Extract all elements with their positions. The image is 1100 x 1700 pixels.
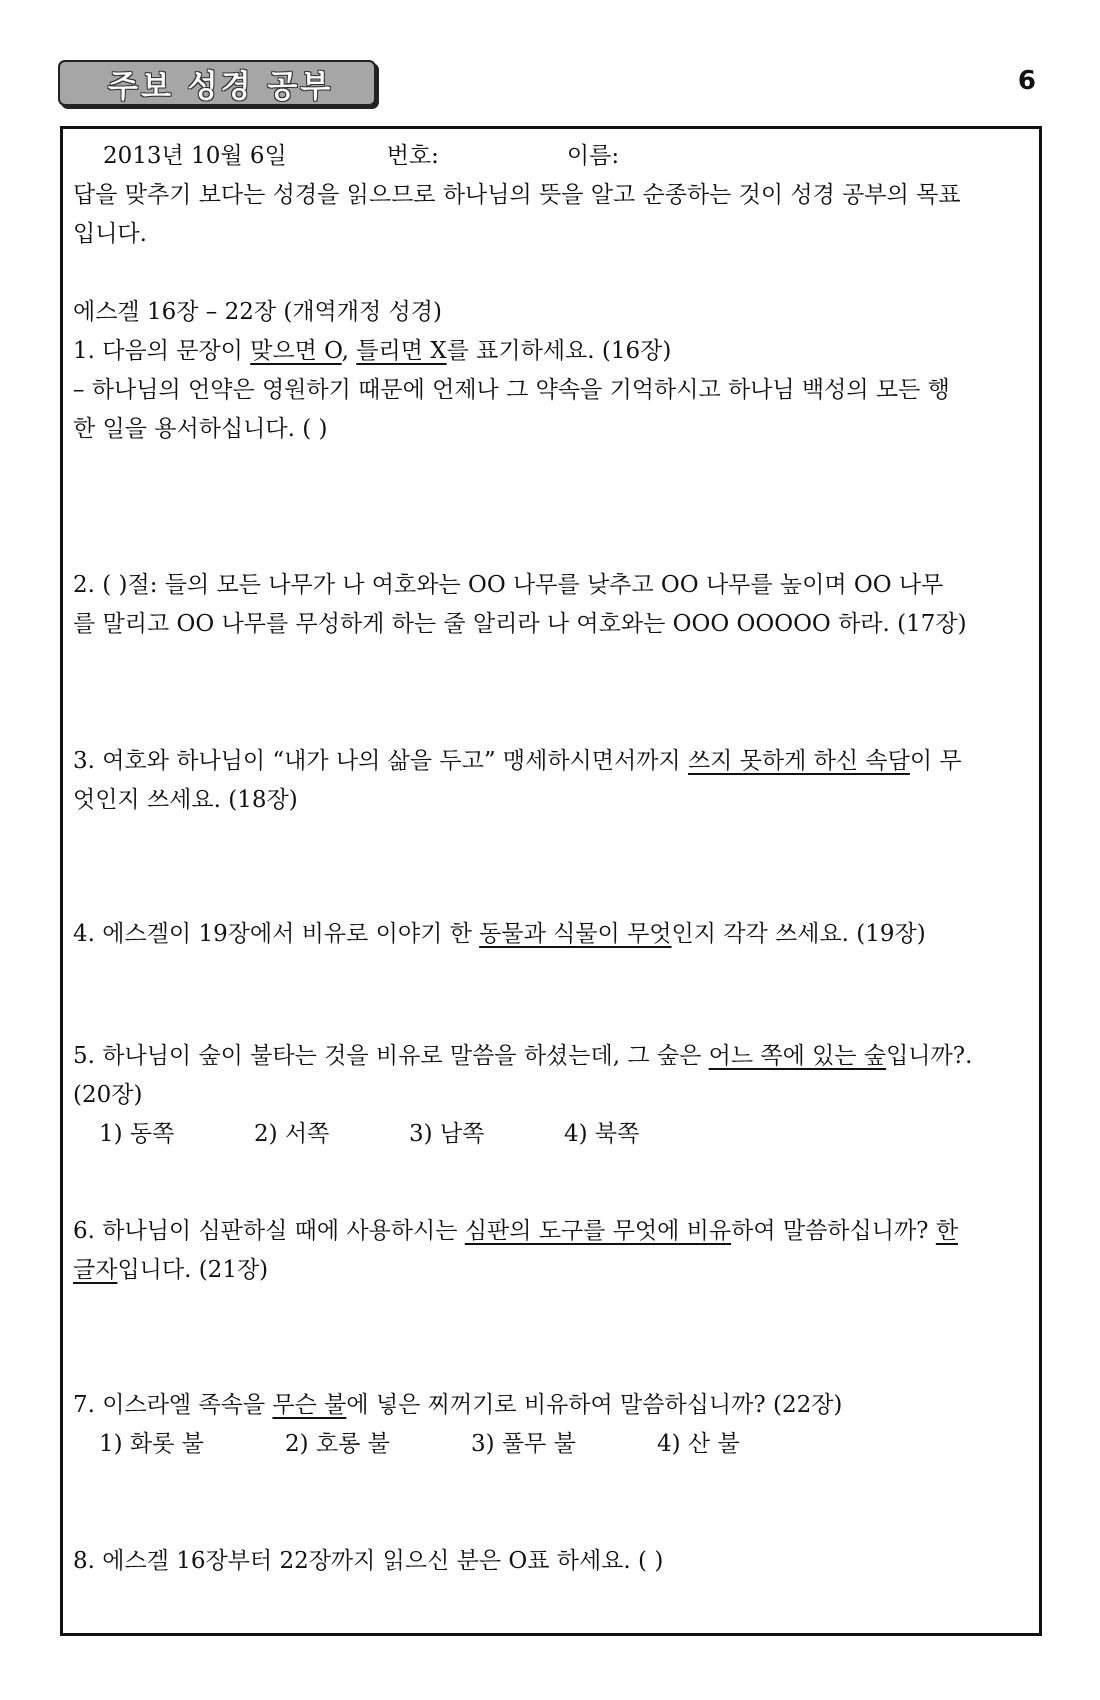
intro-text: 답을 맞추기 보다는 성경을 읽으므로 하나님의 뜻을 알고 순종하는 것이 성경 공부의 목표입니다. xyxy=(73,182,961,247)
page-title: 주보 성경 공부 xyxy=(108,68,334,105)
question-4: 4. 에스겔이 19장에서 비유로 이야기 한 동물과 식물이 무엇인지 각각 쓰세요. (19장) xyxy=(73,921,926,947)
info-line xyxy=(73,137,1029,176)
question-7-choices xyxy=(73,1425,1029,1464)
worksheet-box xyxy=(60,126,1042,1636)
underlined-phrase: 심판의 도구를 무엇에 비유 xyxy=(464,1218,732,1244)
question-6: 6. 하나님이 심판하실 때에 사용하시는 심판의 도구를 무엇에 비유하여 말씀하십니까? 한 글자입니다. (21장) xyxy=(73,1218,959,1283)
number-label: 번호: xyxy=(386,143,439,169)
page-number: 6 xyxy=(1017,66,1036,96)
underlined-phrase: 어느 쪽에 있는 숲 xyxy=(708,1043,887,1069)
question-7: 7. 이스라엘 족속을 무슨 불에 넣은 찌꺼기로 비유하여 말씀하십니까? (22장) xyxy=(73,1392,843,1418)
question-2-line-1: 2. ( )절: 들의 모든 나무가 나 여호와는 OO 나무를 낮추고 OO 나무를 높이며 OO 나무 xyxy=(73,572,944,598)
question-1-statement: – 하나님의 언약은 영원하기 때문에 언제나 그 약속을 기억하시고 하나님 백성의 모든 행한 일을 용서하십니다. ( ) xyxy=(73,377,950,442)
question-8: 8. 에스겔 16장부터 22장까지 읽으신 분은 O표 하세요. ( ) xyxy=(73,1548,664,1574)
question-5: 5. 하나님이 숲이 불타는 것을 비유로 말씀을 하셨는데, 그 숲은 어느 쪽에 있는 숲입니까?. (20장) xyxy=(73,1043,973,1108)
choice: 4) 북쪽 xyxy=(564,1121,640,1147)
underlined-phrase: 무슨 불 xyxy=(272,1392,347,1418)
choice: 4) 산 불 xyxy=(657,1431,740,1457)
section-title: 에스겔 16장 – 22장 (개역개정 성경) xyxy=(73,299,442,325)
choice: 3) 남쪽 xyxy=(409,1121,485,1147)
underlined-phrase: 동물과 식물이 무엇 xyxy=(479,921,672,947)
question-3: 3. 여호와 하나님이 “내가 나의 삶을 두고” 맹세하시면서까지 쓰지 못하게 하신 속담이 무엇인지 쓰세요. (18장) xyxy=(73,748,962,813)
underlined-phrase: 틀리면 X xyxy=(356,338,447,364)
underlined-phrase: 쓰지 못하게 하신 속담 xyxy=(687,748,910,774)
choice: 2) 호롱 불 xyxy=(285,1431,390,1457)
question-5-choices xyxy=(73,1115,1029,1154)
header-tab xyxy=(58,60,376,106)
choice: 2) 서쪽 xyxy=(254,1121,330,1147)
underlined-phrase: 맞으면 O xyxy=(250,338,342,364)
choice: 3) 풀무 불 xyxy=(471,1431,576,1457)
choice: 1) 동쪽 xyxy=(99,1121,175,1147)
date-text: 2013년 10월 6일 xyxy=(103,143,287,169)
underlined-phrase: 한 글자 xyxy=(73,1218,959,1283)
question-1: 1. 다음의 문장이 맞으면 O, 틀리면 X를 표기하세요. (16장) xyxy=(73,338,672,364)
question-2-line-2: 를 말리고 OO 나무를 무성하게 하는 줄 알리라 나 여호와는 OOO OOOOO 하라. (17장) xyxy=(73,611,967,637)
name-label: 이름: xyxy=(566,143,620,169)
choice: 1) 화롯 불 xyxy=(99,1431,204,1457)
